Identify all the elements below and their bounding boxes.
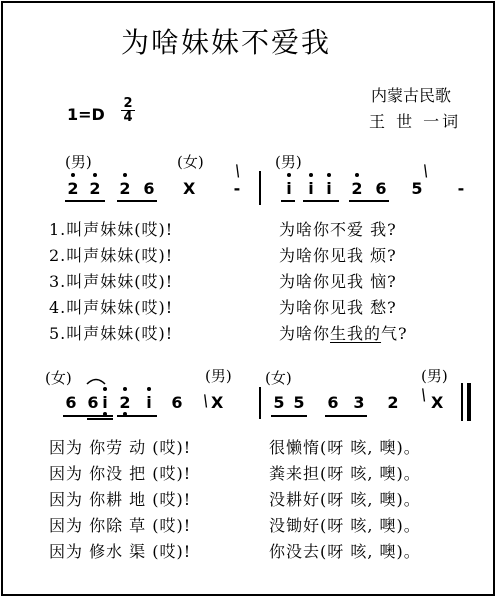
role-label: (女) [177, 153, 204, 171]
verse-line-left: 因为 你没 把 (哎)! [49, 464, 192, 483]
verse-line-left: 1.叫声妹妹(哎)! [49, 220, 174, 239]
beam-underline [325, 415, 367, 417]
note: 5 [293, 393, 305, 412]
note: i [326, 179, 332, 198]
note: X [183, 179, 196, 198]
score-page [1, 1, 495, 596]
time-signature-top: 2 [123, 96, 133, 111]
note: - [457, 179, 465, 198]
note: 5 [273, 393, 285, 412]
note: 6 [65, 393, 77, 412]
octave-dot [71, 173, 75, 177]
breath-mark: \ [233, 161, 243, 180]
octave-dot [287, 173, 291, 177]
note: 2 [67, 179, 79, 198]
breath-mark: \ [421, 161, 431, 180]
note: i [102, 393, 108, 412]
song-origin: 内蒙古民歌 [371, 86, 452, 105]
lyricist-credit: 王 世 一词 [369, 112, 462, 131]
breath-mark: \ [419, 385, 429, 404]
time-signature [121, 97, 135, 124]
verse-line-left: 2.叫声妹妹(哎)! [49, 246, 174, 265]
verse-line-left: 5.叫声妹妹(哎)! [49, 324, 174, 343]
bar-line [259, 171, 261, 205]
verse-line-right: 为啥你不爱 我? [279, 220, 397, 239]
beam-underline [65, 200, 105, 202]
role-label: (男) [421, 367, 448, 385]
beam-underline [63, 415, 113, 417]
octave-dot [123, 387, 127, 391]
beam-underline [271, 415, 307, 417]
role-label: (男) [65, 153, 92, 171]
note: i [286, 179, 292, 198]
verse-line-left: 因为 修水 渠 (哎)! [49, 542, 192, 561]
note: 3 [353, 393, 365, 412]
beam-underline [349, 200, 389, 202]
octave-dot [103, 387, 107, 391]
octave-dot [355, 173, 359, 177]
song-title: 为啥妹妹不爱我 [121, 26, 332, 59]
slur-arc [85, 375, 107, 385]
octave-dot [147, 387, 151, 391]
beam-underline [281, 200, 295, 202]
verse-line-right: 粪来担(呀 咳, 噢)。 [269, 464, 421, 483]
note: 5 [411, 179, 423, 198]
beam-underline [117, 415, 157, 417]
verse-line-right: 为啥你见我 愁? [279, 298, 397, 317]
verse-line-left: 3.叫声妹妹(哎)! [49, 272, 174, 291]
note: 6 [327, 393, 339, 412]
bar-line [259, 387, 261, 419]
note: 2 [387, 393, 399, 412]
verse-line-left: 因为 你劳 动 (哎)! [49, 438, 192, 457]
octave-dot [123, 173, 127, 177]
note: X [211, 393, 224, 412]
note: 6 [375, 179, 387, 198]
verse-line-right: 为啥你见我 恼? [279, 272, 397, 291]
beam-underline [117, 200, 157, 202]
note: i [308, 179, 314, 198]
time-signature-bottom: 4 [121, 110, 135, 124]
verse-line-right: 没锄好(呀 咳, 噢)。 [269, 516, 421, 535]
note: 2 [119, 393, 131, 412]
note: 6 [171, 393, 183, 412]
beam-underline [87, 418, 113, 420]
octave-dot [327, 173, 331, 177]
key-signature: 1=D [67, 105, 105, 124]
verse-line-left: 4.叫声妹妹(哎)! [49, 298, 174, 317]
role-label: (男) [275, 153, 302, 171]
final-bar-thick [467, 383, 471, 421]
note: 2 [89, 179, 101, 198]
note: 2 [351, 179, 363, 198]
verse-text: 气? [381, 324, 408, 343]
breath-mark: \ [201, 391, 211, 410]
note: 6 [87, 393, 99, 412]
final-bar-line [461, 383, 463, 421]
verse-line-right: 很懒惰(呀 咳, 噢)。 [269, 438, 421, 457]
underlined-lyric: 生我的 [330, 324, 382, 343]
verse-line-right [279, 321, 408, 344]
note: i [146, 393, 152, 412]
role-label: (女) [45, 369, 72, 387]
octave-dot [93, 173, 97, 177]
octave-dot [309, 173, 313, 177]
verse-line-right: 没耕好(呀 咳, 噢)。 [269, 490, 421, 509]
role-label: (女) [265, 369, 292, 387]
note: 2 [119, 179, 131, 198]
role-label: (男) [205, 367, 232, 385]
verse-line-right: 你没去(呀 咳, 噢)。 [269, 542, 421, 561]
note: X [431, 393, 444, 412]
verse-line-left: 因为 你耕 地 (哎)! [49, 490, 192, 509]
verse-text: 为啥你 [279, 324, 331, 343]
note: 6 [143, 179, 155, 198]
verse-line-right: 为啥你见我 烦? [279, 246, 397, 265]
beam-underline [303, 200, 339, 202]
verse-line-left: 因为 你除 草 (哎)! [49, 516, 192, 535]
note: - [233, 179, 241, 198]
